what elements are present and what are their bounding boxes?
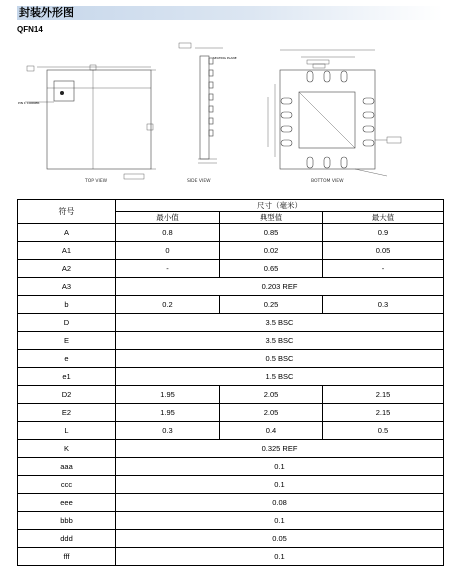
top-view: [25, 65, 156, 179]
top-view-label: TOP VIEW: [85, 179, 108, 184]
max-value-cell: 0.5: [323, 422, 444, 440]
bottom-view: [268, 50, 401, 176]
typ-header: 典型值: [220, 212, 323, 224]
table-row: [18, 242, 444, 260]
merged-value-cell: 0.08: [116, 494, 444, 512]
table-row: [18, 404, 444, 422]
bottom-view-label: BOTTOM VIEW: [311, 179, 344, 184]
table-row: [18, 458, 444, 476]
symbol-cell: D: [18, 314, 116, 332]
symbol-cell: A2: [18, 260, 116, 278]
pin1-label: PIN 1 CORNER: [18, 101, 40, 105]
merged-value-cell: 3.5 BSC: [116, 332, 444, 350]
typ-value-cell: 2.05: [220, 404, 323, 422]
dimension-header: 尺寸（毫米）: [116, 200, 444, 212]
package-outline-drawing: [17, 36, 443, 190]
symbol-cell: eee: [18, 494, 116, 512]
symbol-cell: E: [18, 332, 116, 350]
max-value-cell: -: [323, 260, 444, 278]
table-row: [18, 422, 444, 440]
merged-value-cell: 0.203 REF: [116, 278, 444, 296]
table-row: [18, 332, 444, 350]
max-value-cell: 0.3: [323, 296, 444, 314]
min-value-cell: 0: [116, 242, 220, 260]
max-header: 最大值: [323, 212, 444, 224]
table-row: [18, 368, 444, 386]
merged-value-cell: 0.05: [116, 530, 444, 548]
typ-value-cell: 0.65: [220, 260, 323, 278]
min-value-cell: 1.95: [116, 404, 220, 422]
package-name: QFN14: [17, 25, 43, 34]
pin1-indicator-box: [54, 81, 74, 101]
symbol-cell: ddd: [18, 530, 116, 548]
bottom-view-outline: [280, 70, 375, 169]
table-row: [18, 224, 444, 242]
symbol-cell: A: [18, 224, 116, 242]
merged-value-cell: 0.325 REF: [116, 440, 444, 458]
max-value-cell: 2.15: [323, 386, 444, 404]
merged-value-cell: 0.1: [116, 512, 444, 530]
min-value-cell: 0.8: [116, 224, 220, 242]
merged-value-cell: 3.5 BSC: [116, 314, 444, 332]
symbol-cell: b: [18, 296, 116, 314]
symbol-header: 符号: [18, 200, 116, 224]
table-row: [18, 296, 444, 314]
symbol-cell: L: [18, 422, 116, 440]
symbol-cell: fff: [18, 548, 116, 566]
typ-value-cell: 0.85: [220, 224, 323, 242]
table-row: [18, 350, 444, 368]
table-row: [18, 314, 444, 332]
dimension-table: [17, 199, 444, 566]
min-value-cell: 0.3: [116, 422, 220, 440]
min-value-cell: -: [116, 260, 220, 278]
side-view: [179, 43, 223, 163]
symbol-cell: e1: [18, 368, 116, 386]
table-row: [18, 548, 444, 566]
merged-value-cell: 1.5 BSC: [116, 368, 444, 386]
section-title-bar: [17, 6, 443, 20]
symbol-cell: aaa: [18, 458, 116, 476]
table-header-row-1: [18, 200, 444, 212]
seating-plane-label: SEATING PLANE: [213, 56, 237, 60]
typ-value-cell: 0.25: [220, 296, 323, 314]
max-value-cell: 0.9: [323, 224, 444, 242]
typ-value-cell: 2.05: [220, 386, 323, 404]
symbol-cell: E2: [18, 404, 116, 422]
side-view-body: [200, 56, 209, 159]
merged-value-cell: 0.1: [116, 476, 444, 494]
table-row: [18, 440, 444, 458]
symbol-cell: D2: [18, 386, 116, 404]
table-row: [18, 278, 444, 296]
table-row: [18, 530, 444, 548]
top-view-outline: [47, 70, 151, 169]
table-row: [18, 476, 444, 494]
merged-value-cell: 0.5 BSC: [116, 350, 444, 368]
typ-value-cell: 0.4: [220, 422, 323, 440]
symbol-cell: A3: [18, 278, 116, 296]
max-value-cell: 2.15: [323, 404, 444, 422]
table-row: [18, 512, 444, 530]
merged-value-cell: 0.1: [116, 548, 444, 566]
min-header: 最小值: [116, 212, 220, 224]
symbol-cell: bbb: [18, 512, 116, 530]
min-value-cell: 1.95: [116, 386, 220, 404]
symbol-cell: A1: [18, 242, 116, 260]
symbol-cell: ccc: [18, 476, 116, 494]
symbol-cell: e: [18, 350, 116, 368]
typ-value-cell: 0.02: [220, 242, 323, 260]
package-outline-svg: [17, 36, 443, 190]
side-view-label: SIDE VIEW: [187, 179, 211, 184]
section-title: 封装外形图: [19, 6, 74, 19]
table-row: [18, 260, 444, 278]
pin1-dot: [60, 91, 64, 95]
max-value-cell: 0.05: [323, 242, 444, 260]
symbol-cell: K: [18, 440, 116, 458]
table-row: [18, 386, 444, 404]
min-value-cell: 0.2: [116, 296, 220, 314]
merged-value-cell: 0.1: [116, 458, 444, 476]
table-row: [18, 494, 444, 512]
